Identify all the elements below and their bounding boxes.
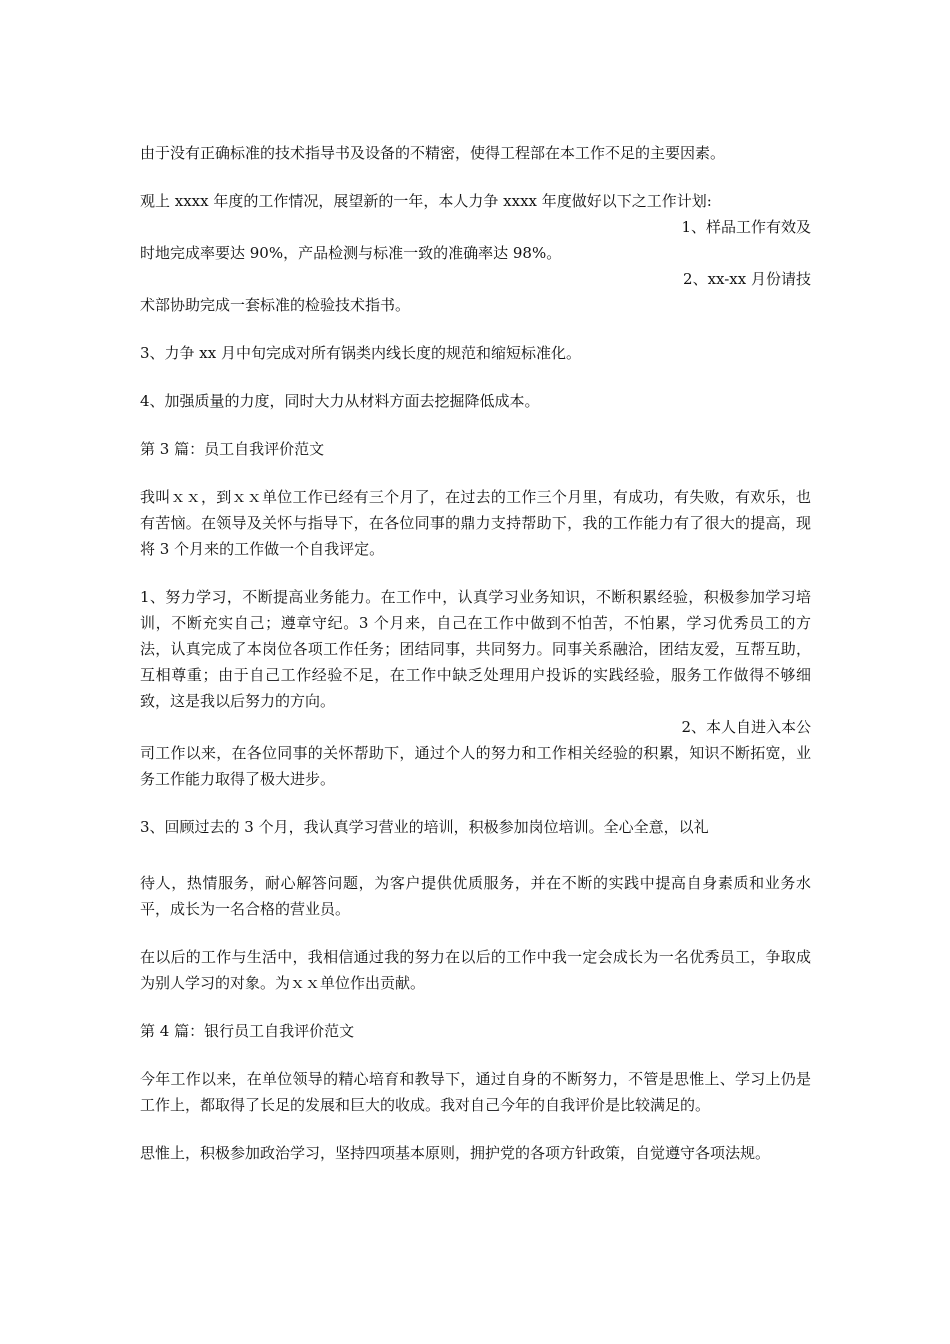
paragraph: 3、力争 xx 月中旬完成对所有锅类内线长度的规范和缩短标准化。 <box>140 344 582 362</box>
paragraph: 3、回顾过去的 3 个月，我认真学习营业的培训，积极参加岗位培训。全心全意，以礼 <box>140 818 709 836</box>
paragraph: 由于没有正确标准的技术指导书及设备的不精密，使得工程部在本工作不足的主要因素。 <box>140 144 726 162</box>
paragraph-line: 时地完成率要达 90%，产品检测与标准一致的准确率达 98%。 <box>140 244 562 262</box>
paragraph: 我叫ｘｘ，到ｘｘ单位工作已经有三个月了，在过去的工作三个月里，有成功，有失败，有欢乐，也有苦恼。在领导及关怀与指导下，在各位同事的鼎力支持帮助下，我的工作能力有了很大的提高，现将 3 个月来的工作做一个自我评定。 <box>140 488 811 558</box>
paragraph-text: 司工作以来，在各位同事的关怀帮助下，通过个人的努力和工作相关经验的积累，知识不断拓宽，业务工作能力取得了极大进步。 <box>140 744 811 788</box>
paragraph-line: 观上 xxxx 年度的工作情况，展望新的一年，本人力争 xxxx 年度做好以下之工作计划: <box>140 192 712 210</box>
document-body <box>140 140 811 1166</box>
paragraph-line-right: 2、xx-xx 月份请技 <box>683 270 811 288</box>
paragraph-text: 1、努力学习，不断提高业务能力。在工作中，认真学习业务知识，不断积累经验，积极参加学习培训，不断充实自己；遵章守纪。3 个月来，自己在工作中做到不怕苦，不怕累，学习优秀员工的方法，认真完成了本岗位各项工作任务；团结同事，共同努力。同事关系融洽，团结友爱，互帮互助，互相尊重；由于自己工作经验不足，在工作中缺乏处理用户投诉的实践经验，服务工作做得不够细致，这是我以后努力的方向。 <box>140 588 811 710</box>
section-heading: 第 3 篇：员工自我评价范文 <box>140 440 325 458</box>
paragraph-line-right: 2、本人自进入本公 <box>681 718 811 736</box>
paragraph-line-right: 1、样品工作有效及 <box>681 218 811 236</box>
paragraph <box>140 584 811 792</box>
paragraph: 待人，热情服务，耐心解答问题，为客户提供优质服务，并在不断的实践中提高自身素质和业务水平，成长为一名合格的营业员。 <box>140 874 811 918</box>
paragraph: 4、加强质量的力度，同时大力从材料方面去挖掘降低成本。 <box>140 392 540 410</box>
paragraph: 今年工作以来，在单位领导的精心培育和教导下，通过自身的不断努力，不管是思惟上、学习上仍是工作上，都取得了长足的发展和巨大的收成。我对自己今年的自我评价是比较满足的。 <box>140 1070 811 1114</box>
paragraph: 思惟上，积极参加政治学习，坚持四项基本原则，拥护党的各项方针政策，自觉遵守各项法规。 <box>140 1144 771 1162</box>
section-heading: 第 4 篇：银行员工自我评价范文 <box>140 1022 355 1040</box>
paragraph: 在以后的工作与生活中，我相信通过我的努力在以后的工作中我一定会成长为一名优秀员工，争取成为别人学习的对象。为ｘｘ单位作出贡献。 <box>140 948 811 992</box>
paragraph <box>140 188 811 318</box>
paragraph-line: 术部协助完成一套标准的检验技术指书。 <box>140 296 411 314</box>
